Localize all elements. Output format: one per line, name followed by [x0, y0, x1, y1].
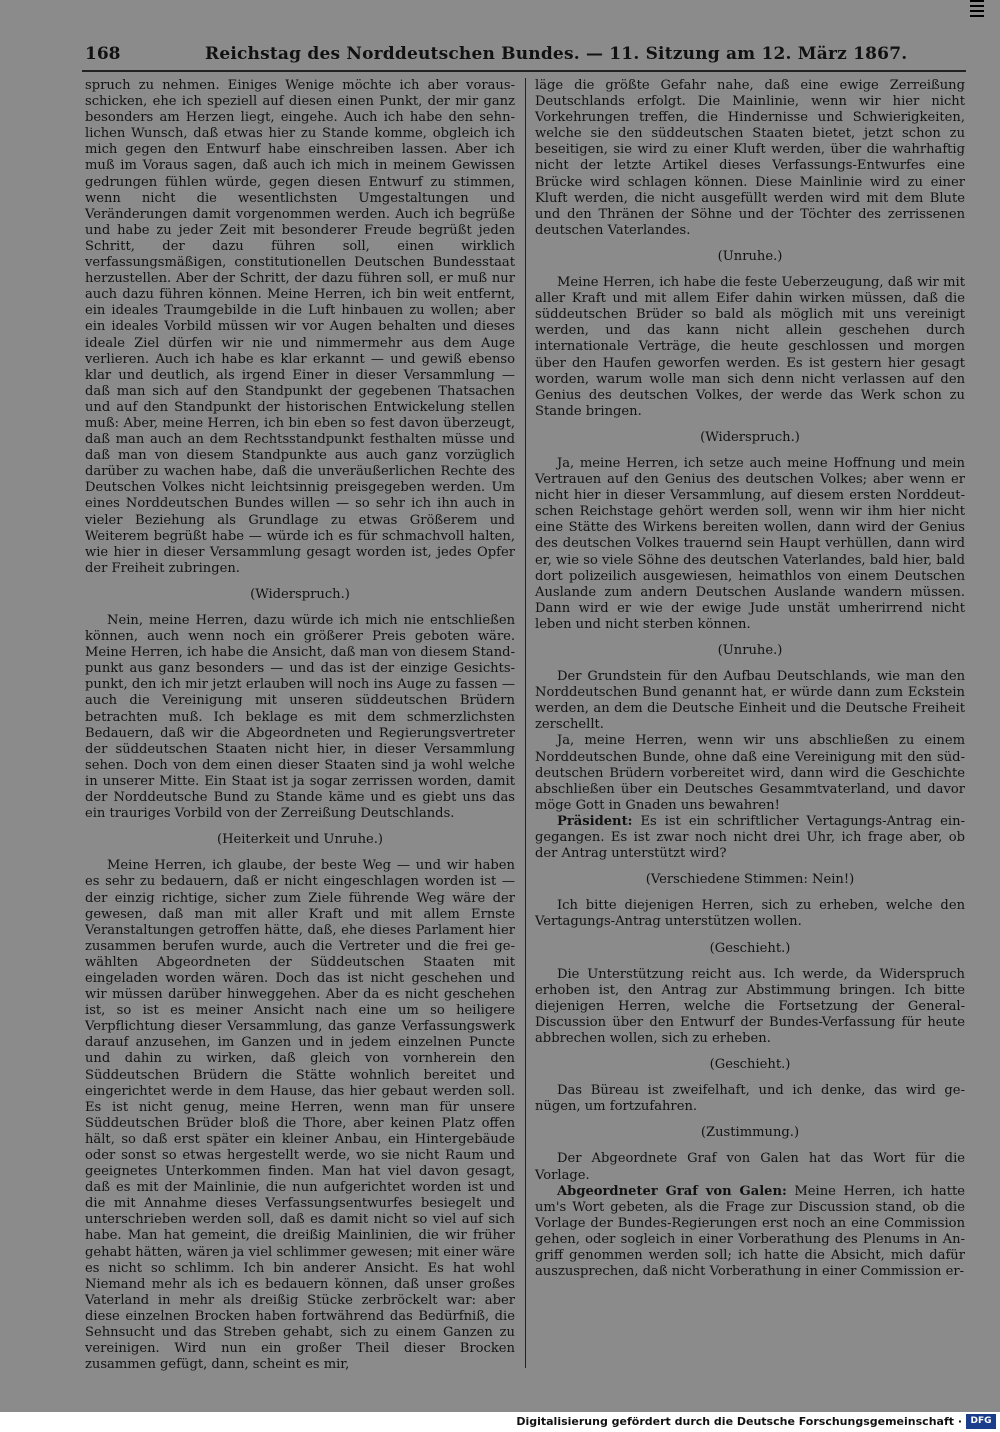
speaker-label: Präsident:: [557, 813, 633, 829]
stage-direction: (Verschiedene Stimmen: Nein!): [645, 872, 855, 888]
column-divider: [525, 78, 526, 1368]
right-column: [535, 78, 965, 1280]
stage-direction: (Widerspruch.): [250, 586, 350, 602]
page-header: [85, 44, 965, 68]
paragraph: läge die größte Gefahr nahe, daß eine ewige Zerreißung Deutschlands erfolgt. Die Mainlinie, wenn wir hier nicht Vorkehrungen treffen, die Hindernisse und Schwierigkeiten, welche sie den süddeutschen Staaten bietet, jetzt schon zu beseitigen, sie wird zu einer Kluft werden, über die wahrhaftig nicht der letzte Artikel dieses Verfassungs-Entwurfes eine Brücke wird schlagen können. Diese Mainlinie wird zu einer Kluft werden, die nicht ausgefüllt werden wird mit dem Blute und den Thränen der Söhne und der Töchter des zerrissenen deutschen Vaterlandes.: [535, 78, 965, 238]
crop-marks: [970, 0, 986, 22]
speaker-paragraph: [535, 814, 965, 862]
stage-direction: (Zustimmung.): [700, 1125, 800, 1141]
paragraph: Die Unterstützung reicht aus. Ich werde, da Widerspruch erhoben ist, den Antrag zur Abstimmung bringen. Ich bitte diejenigen Herren, welche die Fortsetzung der General-Discussion über den Entwurf der Bundes-Verfassung für heute abbrechen wollen, sich zu erheben.: [535, 966, 965, 1046]
paragraph: spruch zu nehmen. Einiges Wenige möchte ich aber vorausschicken, ehe ich speziell auf diesen einen Punkt, der mir ganz besonders am Herzen liegt, eingehe. Auch ich habe den sehnlichen Wunsch, daß etwas hier zu Stande komme, obgleich ich mich gegen den Entwurf habe einschreiben lassen. Aber ich muß im Voraus sagen, daß auch ich mich in meinem Gewissen gedrungen fühlen würde, gegen diesen Entwurf zu stimmen, wenn nicht die wesentlichsten Umgestaltungen und Veränderungen damit vorgenommen werden. Auch ich begrüße und habe zu jeder Zeit mit besonderer Freude begrüßt jeden Schritt, der dazu führen soll, einen wirklich verfassungsmäßigen, constitutionellen Deutschen Bundesstaat herzustellen. Aber der Schritt, der dazu führen soll, er muß nur auch dazu führen können. Meine Herren, ich bin weit entfernt, ein ideales Traumgebilde in die Luft hinbauen zu wollen; aber ein ideales Vorbild müssen wir vor Augen behalten und dieses ideale Ziel dürfen wir nie und nimmermehr aus dem Auge verlieren. Auch ich habe es klar erkannt — und gewiß ebenso klar und deutlich, als irgend Einer in dieser Versammlung — daß man sich auf den Standpunkt der gegebenen Thatsachen und auf den Standpunkt der historischen Entwickelung stellen muß: Aber, meine Herren, ich bin eben so fest davon überzeugt, daß man auch an dem Rechtsstandpunkt festhalten müsse und daß man von diesem Standpunkte aus auch ganz vorzüglich darüber zu wachen habe, daß die unveräußerlichen Rechte des Deutschen Volkes nicht leichtsinnig preisgegeben werden. Um eines Norddeutschen Bundes willen — so sehr ich ihn auch in vieler Beziehung als Grundlage zu etwas Größerem und Weiterem begrüßt habe — würde ich es für schmachvoll halten, wie hier in dieser Versammlung gesagt worden ist, jedes Opfer der Freiheit zubringen.: [85, 78, 515, 576]
paragraph: Das Büreau ist zweifelhaft, und ich denke, das wird genügen, um fortzufahren.: [535, 1083, 965, 1115]
speaker-paragraph: [535, 1184, 965, 1281]
stage-direction: (Unruhe.): [717, 248, 783, 264]
speaker-text: Meine Herren, ich hatte um's Wort gebeten, als die Frage zur Discussion stand, ob die Vorlage der Bundes-Regierungen erst noch an eine Commission gehen, oder sogleich in einer Vorberathung des Plenums in Angriff genommen werden soll; ich hatte die Absicht, mich dafür auszusprechen, daß nicht Vorberathung in einer Commission er-: [535, 1183, 965, 1280]
speaker-text: Es ist ein schriftlicher Vertagungs-Antrag eingegangen. Es ist zwar noch nicht drei Uhr, ich frage aber, ob der Antrag unterstützt wird?: [535, 813, 965, 862]
speaker-label: Abgeordneter Graf von Galen:: [557, 1183, 787, 1199]
paragraph: Ja, meine Herren, ich setze auch meine Hoffnung und mein Vertrauen auf den Genius des deutschen Volkes; aber wenn er nicht hier in dieser Versammlung, auf diesem ersten Norddeutschen Reichstage gehört werden soll, wenn wir ihm hier nicht eine Stätte des Wirkens bereiten wollen, dann wird der Genius des deutschen Volkes trauernd sein Haupt verhüllen, dann wird er, wie so viele Söhne des deutschen Vaterlandes, bald hier, bald dort polizeilich ausgewiesen, heimathlos von einem Deutschen Auslande zum andern Deutschen Auslande wandern müssen. Dann wird er wie der ewige Jude unstät umherirrend nicht leben und nicht sterben können.: [535, 455, 965, 632]
paragraph: Ich bitte diejenigen Herren, sich zu erheben, welche den Vertagungs-Antrag unterstützen wollen.: [535, 898, 965, 930]
dfg-logo: DFG: [966, 1414, 996, 1429]
stage-direction: (Widerspruch.): [700, 429, 800, 445]
stage-direction: (Heiterkeit und Unruhe.): [216, 832, 384, 848]
paragraph: Nein, meine Herren, dazu würde ich mich nie entschließen können, auch wenn noch ein größerer Preis geboten wäre. Meine Herren, ich habe die Ansicht, daß man von diesem Standpunkt aus ganz besonders — und das ist der einzige Gesichtspunkt, den ich mir jetzt erlauben will noch ins Auge zu fassen — auch die Vereinigung mit unseren süddeutschen Brüdern betrachten muß. Ich beklage es mit dem schmerzlichsten Bedauern, daß wir die Abgeordneten und Regierungsvertreter der süddeutschen Staaten nicht hier, in dieser Versammlung sehen. Doch von dem einen dieser Staaten sind ja wohl welche in unserer Mitte. Ein Staat ist ja sogar zerrissen worden, damit der Norddeutsche Bund zu Stande käme und es giebt uns das ein trauriges Vorbild von der Zerreißung Deutschlands.: [85, 613, 515, 822]
stage-direction: (Geschieht.): [709, 940, 791, 956]
stage-direction: (Unruhe.): [717, 643, 783, 658]
paragraph: Meine Herren, ich habe die feste Ueberzeugung, daß wir mit aller Kraft und mit allem Eifer dahin wirken müssen, daß die süddeutschen Brüder so bald als möglich mit uns vereinigt werden, und das kann nicht allein geschehen durch internationale Verträge, die heute geschlossen und morgen über den Haufen geworfen werden. Es ist gestern hier gesagt worden, warum wolle man sich denn nicht verlassen auf den Genius des deutschen Volkes, der werde das Werk schon zu Stande bringen.: [535, 275, 965, 419]
footer-bar: [0, 1412, 1000, 1432]
stage-direction: (Geschieht.): [709, 1057, 791, 1073]
header-rule: [82, 70, 966, 72]
paragraph: Der Abgeordnete Graf von Galen hat das Wort für die Vorlage.: [535, 1151, 965, 1183]
paragraph: Meine Herren, ich glaube, der beste Weg — und wir haben es sehr zu bedauern, daß er nicht eingeschlagen worden ist — der einzig richtige, sicher zum Ziele führende Weg wäre der gewesen, daß man mit aller Kraft und mit allem Ernste Veranstaltungen getroffen hätte, daß, ehe dieses Parlament hier zusammen berufen wurde, auch die Vertreter und die frei gewählten Abgeordneten der Süddeutschen Staaten mit eingeladen worden wären. Doch das ist nicht geschehen und wir müssen darüber hinweggehen. Aber da es nicht geschehen ist, so ist es meiner Ansicht nach eine um so heiligere Verpflichtung dieser Versammlung, das ganze Verfassungswerk darauf anzusehen, im Ganzen und in jedem einzelnen Puncte und dahin zu wirken, daß gleich von vornherein den Süddeutschen Brüdern die Stätte wohnlich bereitet und eingerichtet werde in dem Hause, das hier gebaut werden soll. Es ist nicht genug, meine Herren, wenn man für unsere Süddeutschen Brüder bloß die Thore, aber keinen Platz offen hält, so daß erst später ein kleiner Anbau, ein Hintergebäude oder sonst so etwas hergestellt werde, wo sie nicht Raum und geeignetes Unterkommen finden. Man hat viel davon gesagt, daß es mit der Mainlinie, die nun aufgerichtet worden ist und die mit Annahme dieses Verfassungsentwurfes besiegelt und unterschrieben werden soll, daß es damit nicht so viel auf sich habe. Man hat gemeint, die dreißig Mainlinien, die wir früher gehabt hätten, wären ja viel schlimmer gewesen; mit einer wäre es nicht so schlimm. Ich bin anderer Ansicht. Es hat wohl Niemand mehr als ich es bedauern können, daß unser großes Vaterland in mehr als dreißig Stücke zerbröckelt war: aber diese einzelnen Brocken haben fortwährend das Bedürfniß, die Sehnsucht und das Streben gehabt, sich zu einem Ganzen zu vereinigen. Wird nun ein großer Theil dieser Brocken zusammen gefügt, dann, scheint es mir,: [85, 858, 515, 1373]
running-title: Reichstag des Norddeutschen Bundes. — 11. Sitzung am 12. März 1867.: [205, 44, 908, 64]
page-number: 168: [85, 44, 121, 64]
left-column: [85, 78, 515, 1373]
paragraph: Der Grundstein für den Aufbau Deutschlands, wie man den Norddeutschen Bund genannt hat, er würde dann zum Eckstein werden, an dem die Deutsche Einheit und die Deutsche Freiheit zerschellt.: [535, 669, 965, 733]
paragraph: Ja, meine Herren, wenn wir uns abschließen zu einem Norddeutschen Bunde, ohne daß eine Vereinigung mit den süddeutschen Brüdern vorbereitet wird, dann wird die Geschichte abschließen über ein Deutsches Gesammtvaterland, und davor möge Gott in Gnaden uns bewahren!: [535, 733, 965, 813]
funding-notice: Digitalisierung gefördert durch die Deutsche Forschungsgemeinschaft ·: [516, 1415, 962, 1428]
